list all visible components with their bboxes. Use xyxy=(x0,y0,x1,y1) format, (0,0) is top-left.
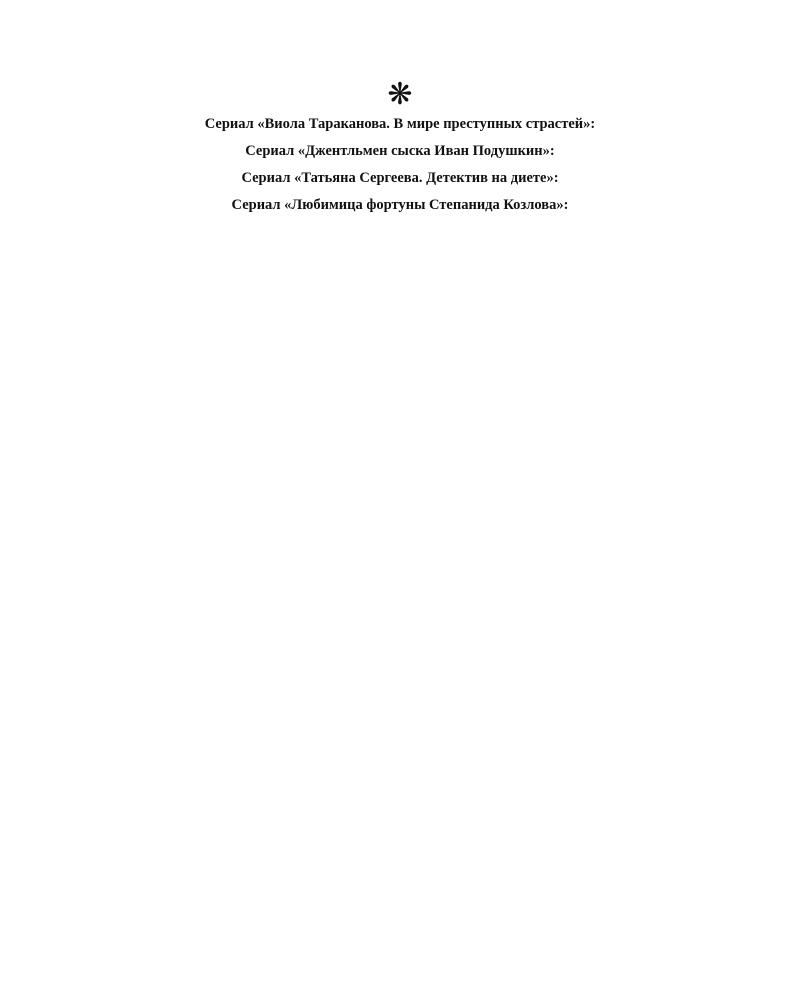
series-section-kozlova xyxy=(100,197,700,216)
series-title: Сериал «Любимица фортуны Степанида Козлова»: xyxy=(231,197,569,213)
series-title: Сериал «Татьяна Сергеева. Детектив на диете»: xyxy=(241,170,559,186)
series-section-podushkin xyxy=(100,143,700,162)
flower-ornament-icon: ❋ xyxy=(387,78,413,111)
series-title: Сериал «Джентльмен сыска Иван Подушкин»: xyxy=(245,143,555,159)
series-section-viola xyxy=(100,116,700,135)
series-section-sergeeva xyxy=(100,170,700,189)
series-title: Сериал «Виола Тараканова. В мире преступных страстей»: xyxy=(204,116,596,132)
